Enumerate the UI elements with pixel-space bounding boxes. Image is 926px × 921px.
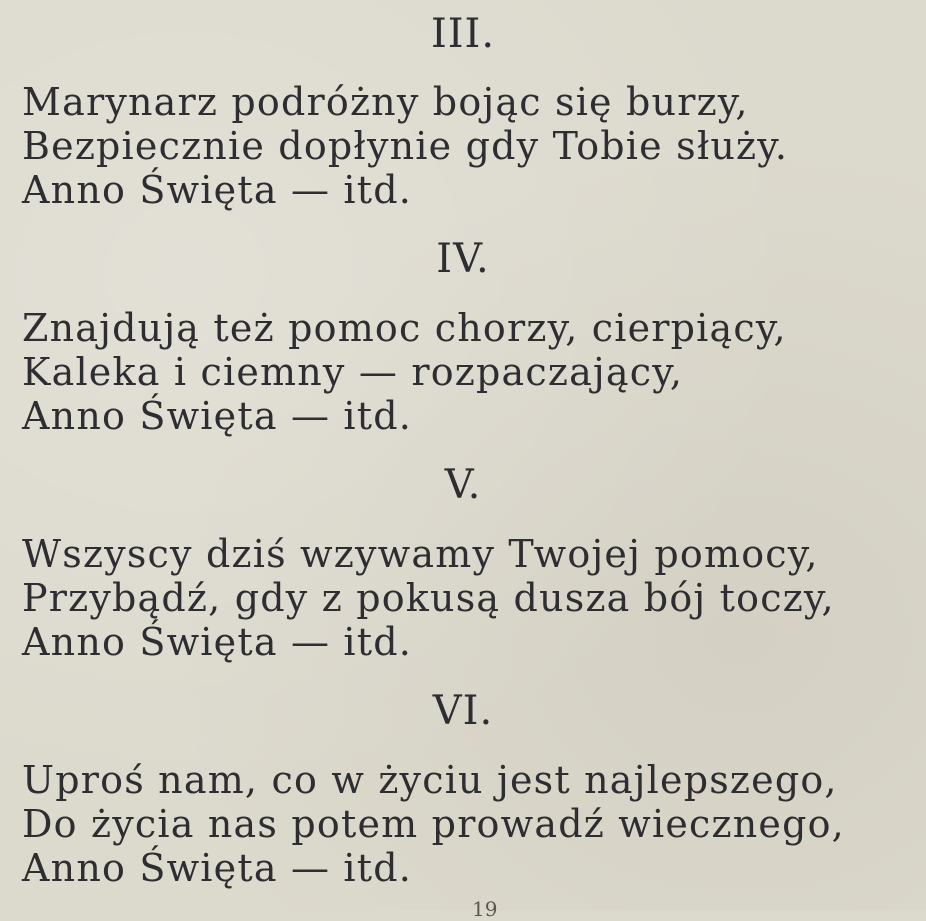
stanza-line: Wszyscy dziś wzywamy Twojej pomocy, [22, 532, 819, 576]
stanza-number-3: III. [430, 11, 496, 57]
page-number: 19 [472, 897, 498, 921]
stanza-4 [22, 306, 922, 438]
stanza-line: Uproś nam, co w życiu jest najlepszego, [22, 758, 838, 802]
stanza-5 [22, 532, 922, 664]
stanza-line: Anno Święta — itd. [22, 394, 413, 438]
stanza-line: Anno Święta — itd. [22, 620, 413, 664]
stanza-line: Do życia nas potem prowadź wiecznego, [22, 802, 845, 846]
stanza-3 [22, 80, 922, 212]
stanza-line: Przybądź, gdy z pokusą dusza bój toczy, [22, 576, 835, 620]
stanza-line: Znajdują też pomoc chorzy, cierpiący, [22, 306, 787, 350]
stanza-6 [22, 758, 922, 890]
stanza-line: Anno Święta — itd. [22, 846, 413, 890]
stanza-line: Bezpiecznie dopłynie gdy Tobie służy. [22, 124, 789, 168]
stanza-line: Marynarz podróżny bojąc się burzy, [22, 80, 749, 124]
stanza-number-4: IV. [436, 236, 490, 282]
stanza-number-5: V. [444, 462, 482, 508]
stanza-number-6: VI. [432, 688, 494, 734]
stanza-line: Anno Święta — itd. [22, 168, 413, 212]
stanza-line: Kaleka i ciemny — rozpaczający, [22, 350, 684, 394]
